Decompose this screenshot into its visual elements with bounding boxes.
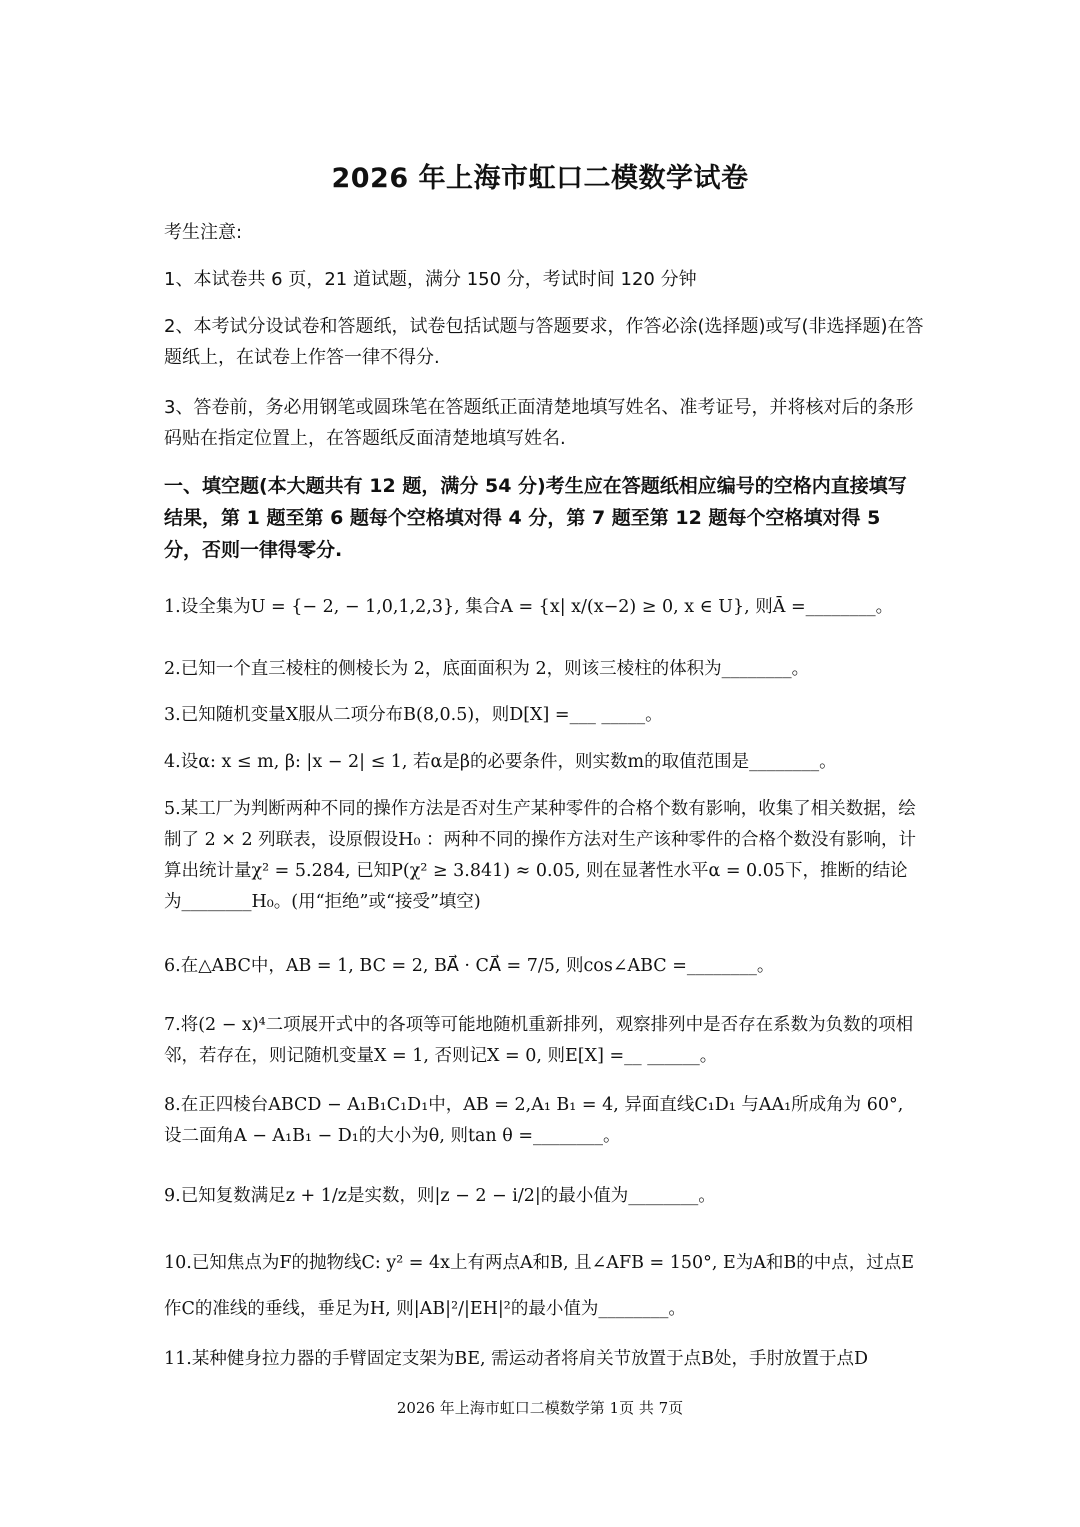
notice-item-3: 3、答卷前，务必用钢笔或圆珠笔在答题纸正面清楚地填写姓名、准考证号，并将核对后的条形码贴在指定位置上，在答题纸反面清楚地填写姓名. (164, 397, 914, 449)
question-9: 9.已知复数满足z + 1/z是实数，则|z − 2 − i/2|的最小值为________。 (164, 1186, 716, 1206)
page-title: 2026 年上海市虹口二模数学试卷 (331, 163, 749, 194)
question-8: 8.在正四棱台ABCD − A₁B₁C₁D₁中，AB = 2,A₁ B₁ = 4, 异面直线C₁D₁ 与AA₁所成角为 60°, 设二面角A − A₁B₁ − D₁的大小为θ, 则tan θ =________。 (164, 1095, 904, 1146)
notice-item-2: 2、本考试分设试卷和答题纸，试卷包括试题与答题要求，作答必涂(选择题)或写(非选择题)在答题纸上，在试卷上作答一律不得分. (164, 316, 924, 368)
question-4: 4.设α: x ≤ m, β: |x − 2| ≤ 1, 若α是β的必要条件，则实数m的取值范围是________。 (164, 752, 837, 772)
question-10: 10.已知焦点为F的抛物线C: y² = 4x上有两点A和B, 且∠AFB = 150°, E为A和B的中点，过点E作C的准线的垂线，垂足为H, 则|AB|²/|EH|²的最小值为________。 (164, 1253, 915, 1319)
section-one-heading: 一、填空题(本大题共有 12 题，满分 54 分)考生应在答题纸相应编号的空格内直接填写结果，第 1 题至第 6 题每个空格填对得 4 分，第 7 题至第 12 题每个空格填对得 5 分，否则一律得零分. (164, 475, 907, 561)
question-7: 7.将(2 − x)⁴二项展开式中的各项等可能地随机重新排列，观察排列中是否存在系数为负数的项相邻，若存在，则记随机变量X = 1, 否则记X = 0, 则E[X] =__ ______。 (164, 1015, 914, 1066)
notice-heading: 考生注意: (164, 222, 243, 243)
question-5: 5.某工厂为判断两种不同的操作方法是否对生产某种零件的合格个数有影响，收集了相关数据，绘制了 2 × 2 列联表，设原假设H₀ ：两种不同的操作方法对生产该种零件的合格个数没有影响，计算出统计量χ² = 5.284, 已知P(χ² ≥ 3.841) ≈ 0.05, 则在显著性水平α = 0.05下，推断的结论为________H₀。(用“拒绝”或“接受”填空) (164, 799, 917, 912)
question-11: 11.某种健身拉力器的手臂固定支架为BE, 需运动者将肩关节放置于点B处，手肘放置于点D (164, 1349, 868, 1369)
question-2: 2.已知一个直三棱柱的侧棱长为 2，底面面积为 2，则该三棱柱的体积为________。 (164, 659, 810, 679)
question-3: 3.已知随机变量X服从二项分布B(8,0.5)，则D[X] =___ _____。 (164, 705, 663, 725)
question-1: 1.设全集为U = {− 2, − 1,0,1,2,3}, 集合A = {x| x/(x−2) ≥ 0, x ∈ U}, 则Ā =________。 (164, 597, 894, 617)
notice-item-1: 1、本试卷共 6 页，21 道试题，满分 150 分，考试时间 120 分钟 (164, 269, 697, 290)
question-6: 6.在△ABC中，AB = 1, BC = 2, BA⃗ · CA⃗ = 7/5, 则cos∠ABC =________。 (164, 956, 775, 976)
page-footer: 2026 年上海市虹口二模数学第 1页 共 7页 (396, 1399, 684, 1417)
